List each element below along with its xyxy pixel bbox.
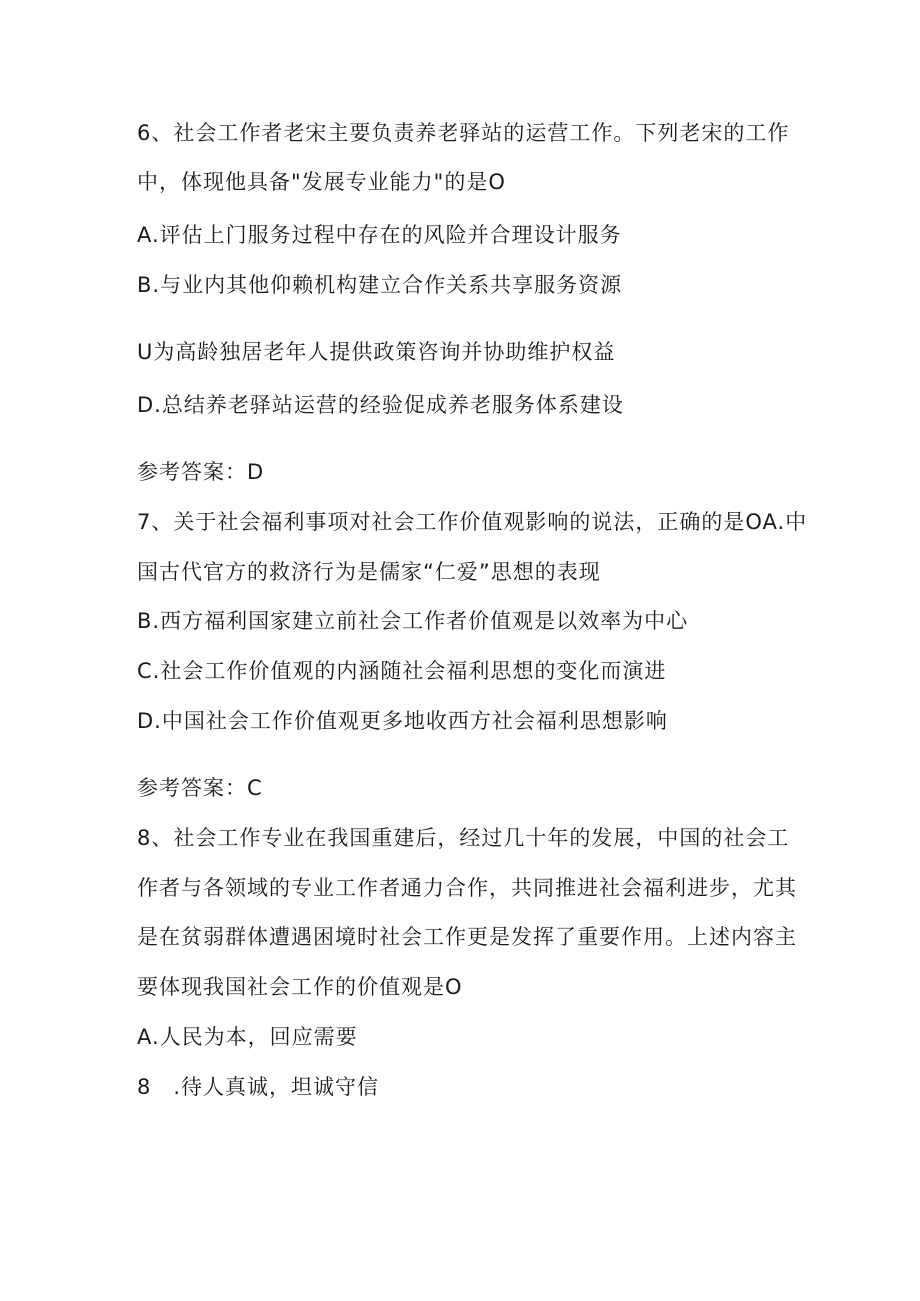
q7-answer: 参考答案：C <box>137 776 263 800</box>
q8-option-b: 8 .待人真诚，坦诚守信 <box>137 1075 380 1099</box>
q6-answer: 参考答案：D <box>137 460 265 484</box>
q7-option-b: B.西方福利国家建立前社会工作者价值观是以效率为中心 <box>137 609 689 633</box>
q6-option-b: B.与业内其他仰赖机构建立合作关系共享服务资源 <box>137 273 623 297</box>
q7-stem-line-2: 国古代官方的救济行为是儒家“仁爱”思想的表现 <box>137 560 601 584</box>
q8-stem-line-4: 要体现我国社会工作的价值观是O <box>137 975 463 999</box>
q6-stem-line-1: 6、社会工作者老宋主要负责养老驿站的运营工作。下列老宋的工作 <box>137 121 790 145</box>
q8-option-a: A.人民为本，回应需要 <box>137 1025 358 1049</box>
q8-stem-line-3: 是在贫弱群体遭遇困境时社会工作更是发挥了重要作用。上述内容主 <box>137 925 797 949</box>
q7-stem-line-1: 7、关于社会福利事项对社会工作价值观影响的说法，正确的是OA.中 <box>137 510 808 534</box>
q7-option-c: C.社会工作价值观的内涵随社会福利思想的变化而演进 <box>137 659 667 683</box>
q6-option-d: D.总结养老驿站运营的经验促成养老服务体系建设 <box>137 393 624 417</box>
q8-stem-line-1: 8、社会工作专业在我国重建后，经过几十年的发展，中国的社会工 <box>137 826 790 850</box>
q8-stem-line-2: 作者与各领域的专业工作者通力合作，共同推进社会福利进步，尤其 <box>137 876 797 900</box>
q6-option-c: U为高龄独居老年人提供政策咨询并协助维护权益 <box>137 340 616 364</box>
q7-option-d: D.中国社会工作价值观更多地收西方社会福利思想影响 <box>137 709 668 733</box>
q6-option-a: A.评估上门服务过程中存在的风险并合理设计服务 <box>137 223 622 247</box>
q6-stem-line-2: 中，体现他具备"发展专业能力"的是O <box>137 170 506 194</box>
